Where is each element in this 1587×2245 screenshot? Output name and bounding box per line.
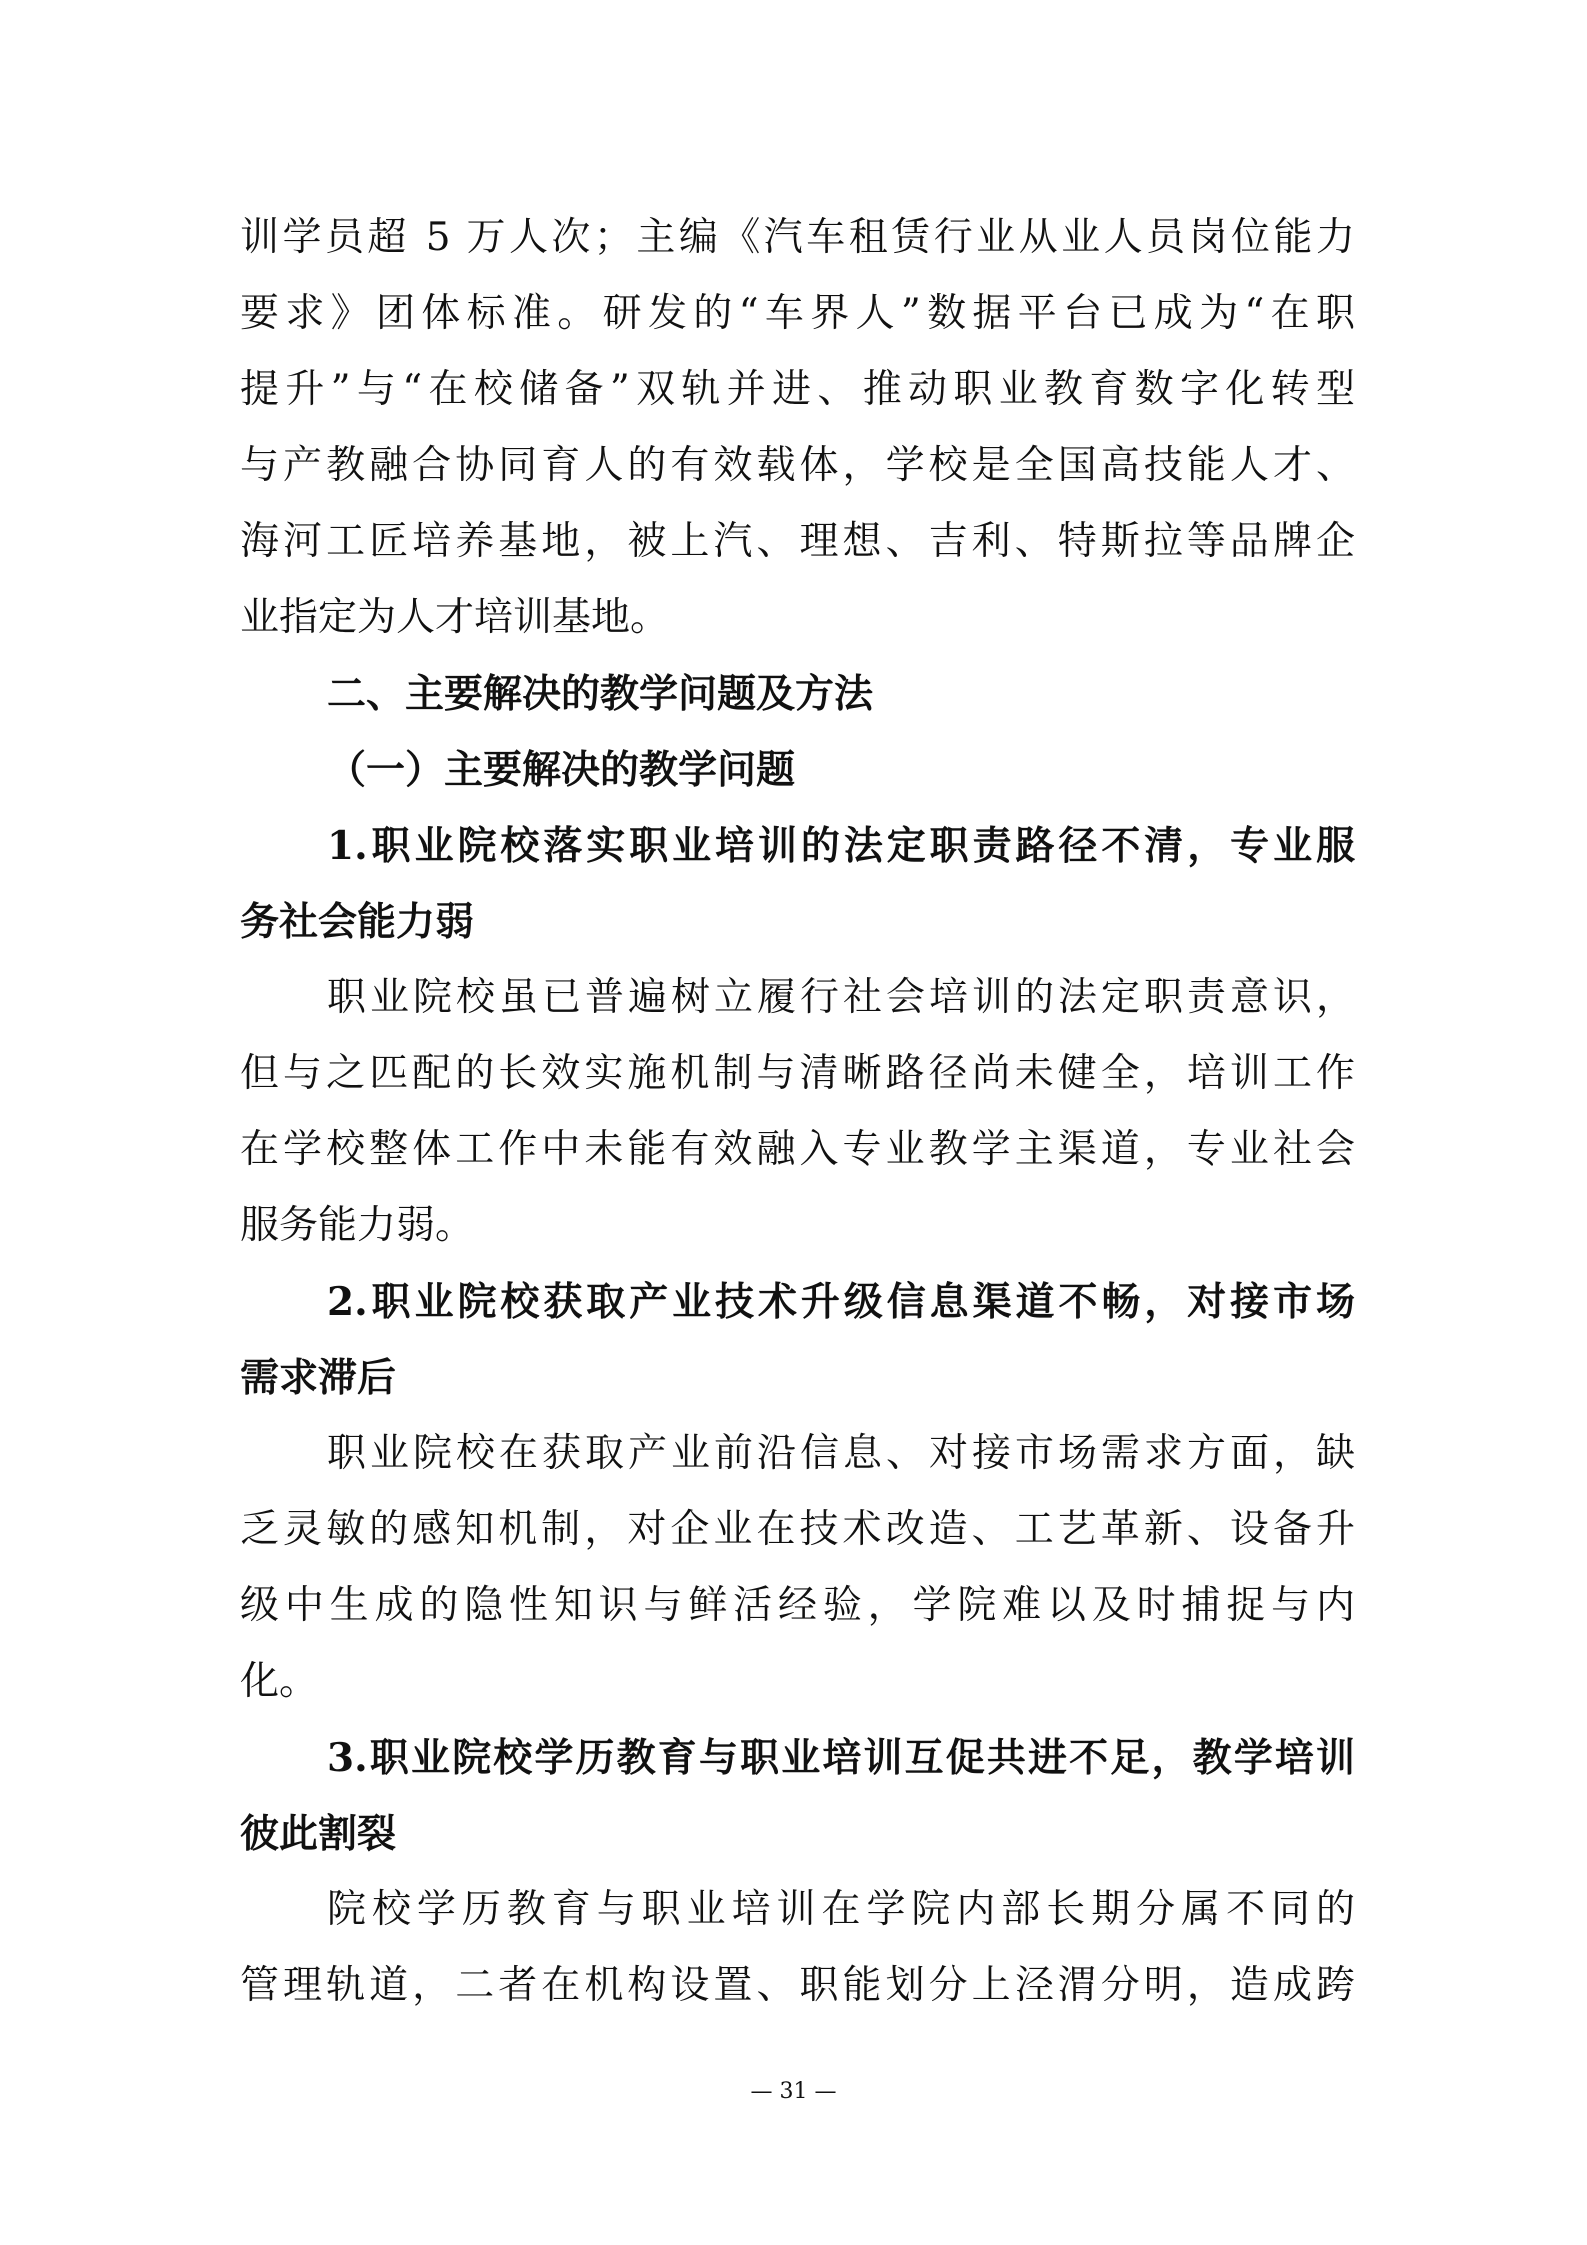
paragraph-line: 提升”与“在校储备”双轨并进、推动职业教育数字化转型 [240, 367, 1355, 412]
paragraph-line: 业指定为人才培训基地。 [240, 595, 670, 640]
page-number: — 31 — [750, 2079, 837, 2104]
paragraph-line: 海河工匠培养基地，被上汽、理想、吉利、特斯拉等品牌企 [240, 519, 1355, 564]
problem-heading-2-cont: 需求滞后 [240, 1355, 397, 1401]
paragraph-line: 要求》团体标准。研发的“车界人”数据平台已成为“在职 [240, 291, 1355, 336]
section-heading: 二、主要解决的教学问题及方法 [327, 671, 874, 717]
problem-heading-1-cont: 务社会能力弱 [240, 899, 475, 945]
paragraph-line: 管理轨道，二者在机构设置、职能划分上泾渭分明，造成跨 [240, 1963, 1355, 2008]
problem-heading-3-cont: 彼此割裂 [240, 1811, 397, 1857]
paragraph-line: 但与之匹配的长效实施机制与清晰路径尚未健全，培训工作 [240, 1051, 1355, 1096]
paragraph-line: 级中生成的隐性知识与鲜活经验，学院难以及时捕捉与内 [240, 1583, 1355, 1628]
paragraph-line: 乏灵敏的感知机制，对企业在技术改造、工艺革新、设备升 [240, 1507, 1355, 1552]
problem-heading-2: 2.职业院校获取产业技术升级信息渠道不畅，对接市场 [327, 1279, 1355, 1325]
paragraph-line: 服务能力弱。 [240, 1203, 475, 1248]
paragraph-line: 训学员超 5 万人次；主编《汽车租赁行业从业人员岗位能力 [240, 215, 1355, 260]
problem-heading-1: 1.职业院校落实职业培训的法定职责路径不清，专业服 [327, 823, 1355, 869]
subsection-heading: （一）主要解决的教学问题 [327, 747, 796, 793]
paragraph-line: 院校学历教育与职业培训在学院内部长期分属不同的 [327, 1887, 1355, 1932]
paragraph-line: 职业院校虽已普遍树立履行社会培训的法定职责意识， [327, 975, 1355, 1020]
paragraph-line: 职业院校在获取产业前沿信息、对接市场需求方面，缺 [327, 1431, 1355, 1476]
paragraph-line: 在学校整体工作中未能有效融入专业教学主渠道，专业社会 [240, 1127, 1355, 1172]
paragraph-line: 与产教融合协同育人的有效载体，学校是全国高技能人才、 [240, 443, 1355, 488]
paragraph-line: 化。 [240, 1659, 319, 1704]
problem-heading-3: 3.职业院校学历教育与职业培训互促共进不足，教学培训 [327, 1735, 1355, 1781]
